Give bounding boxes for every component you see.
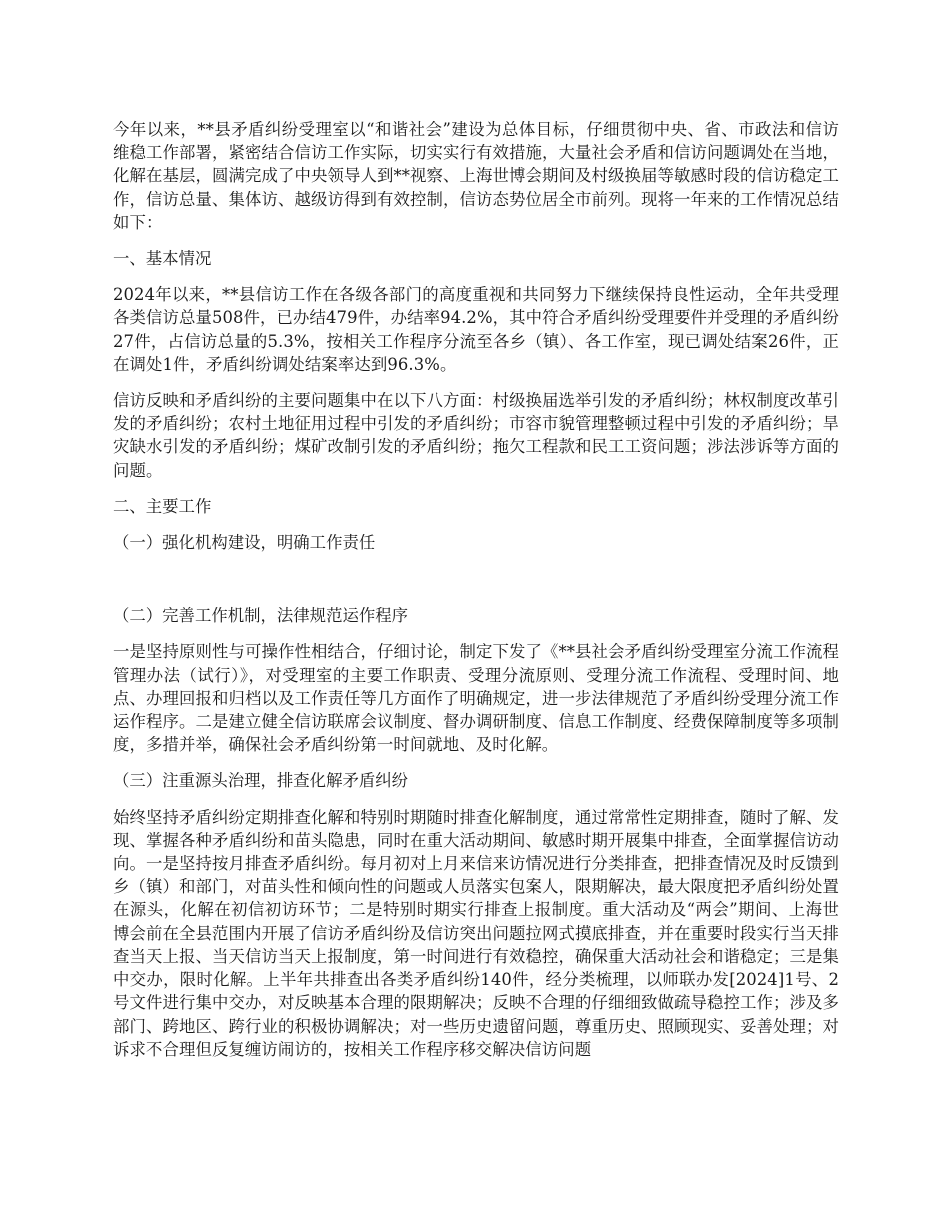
main-issues-paragraph: 信访反映和矛盾纠纷的主要问题集中在以下八方面：村级换届选举引发的矛盾纠纷；林权制度改革引发的矛盾纠纷；农村土地征用过程中引发的矛盾纠纷；市容市貌管理整顿过程中引发的矛盾纠纷；旱灾缺水引发的矛盾纠纷；煤矿改制引发的矛盾纠纷；拖欠工程款和民工工资问题；涉法涉诉等方面的问题。 xyxy=(113,391,839,480)
section-heading-basic-situation: 一、基本情况 xyxy=(113,249,212,269)
basic-situation-paragraph: 2024年以来，**县信访工作在各级各部门的高度重视和共同努力下继续保持良性运动，全年共受理各类信访总量508件，已办结479件，办结率94.2%，其中符合矛盾纠纷受理要件并受理的矛盾纠纷27件，占信访总量的5.3%，按相关工作程序分流至各乡（镇）、各工作室，现已调处结案26件，正在调处1件，矛盾纠纷调处结案率达到96.3%。 xyxy=(113,285,839,374)
intro-paragraph: 今年以来，**县矛盾纠纷受理室以“和谐社会”建设为总体目标，仔细贯彻中央、省、市政法和信访维稳工作部署，紧密结合信访工作实际，切实实行有效措施，大量社会矛盾和信访问题调处在当地，化解在基层，圆满完成了中央领导人到**视察、上海世博会期间及村级换届等敏感时段的信访稳定工作，信访总量、集体访、越级访得到有效控制，信访态势位居全市前列。现将一年来的工作情况总结如下： xyxy=(113,120,839,232)
work-mechanism-paragraph: 一是坚持原则性与可操作性相结合，仔细讨论，制定下发了《**县社会矛盾纠纷受理室分流工作流程管理办法（试行）》，对受理室的主要工作职责、受理分流原则、受理分流工作流程、受理时间、地点、办理回报和归档以及工作责任等几方面作了明确规定，进一步法律规范了矛盾纠纷受理分流工作运作程序。二是建立健全信访联席会议制度、督办调研制度、信息工作制度、经费保障制度等多项制度，多措并举，确保社会矛盾纠纷第一时间就地、及时化解。 xyxy=(113,642,839,755)
document-page xyxy=(113,118,839,1061)
subheading-institution-building: （一）强化机构建设，明确工作责任 xyxy=(113,533,376,553)
source-governance-paragraph: 始终坚持矛盾纠纷定期排查化解和特别时期随时排查化解制度，通过常常性定期排查，随时了解、发现、掌握各种矛盾纠纷和苗头隐患，同时在重大活动期间、敏感时期开展集中排查，全面掌握信访动向。一是坚持按月排查矛盾纠纷。每月初对上月来信来访情况进行分类排查，把排查情况及时反馈到乡（镇）和部门，对苗头性和倾向性的问题或人员落实包案人，限期解决，最大限度把矛盾纠纷处置在源头，化解在初信初访环节；二是特别时期实行排查上报制度。重大活动及“两会”期间、上海世博会前在全县范围内开展了信访矛盾纠纷及信访突出问题拉网式摸底排查，并在重要时段实行当天排查当天上报、当天信访当天上报制度，第一时间进行有效稳控，确保重大活动社会和谐稳定；三是集中交办，限时化解。上半年共排查出各类矛盾纠纷140件，经分类梳理，以师联办发[2024]1号、2号文件进行集中交办，对反映基本合理的限期解决；反映不合理的仔细细致做疏导稳控工作；涉及多部门、跨地区、跨行业的积极协调解决；对一些历史遗留问题，尊重历史、照顾现实、妥善处理；对诉求不合理但反复缠访闹访的，按相关工作程序移交解决信访问题 xyxy=(113,807,839,1059)
section-heading-main-work: 二、主要工作 xyxy=(113,496,212,516)
subheading-source-governance: （三）注重源头治理，排查化解矛盾纠纷 xyxy=(113,771,409,791)
subheading-work-mechanism: （二）完善工作机制，法律规范运作程序 xyxy=(113,606,409,626)
